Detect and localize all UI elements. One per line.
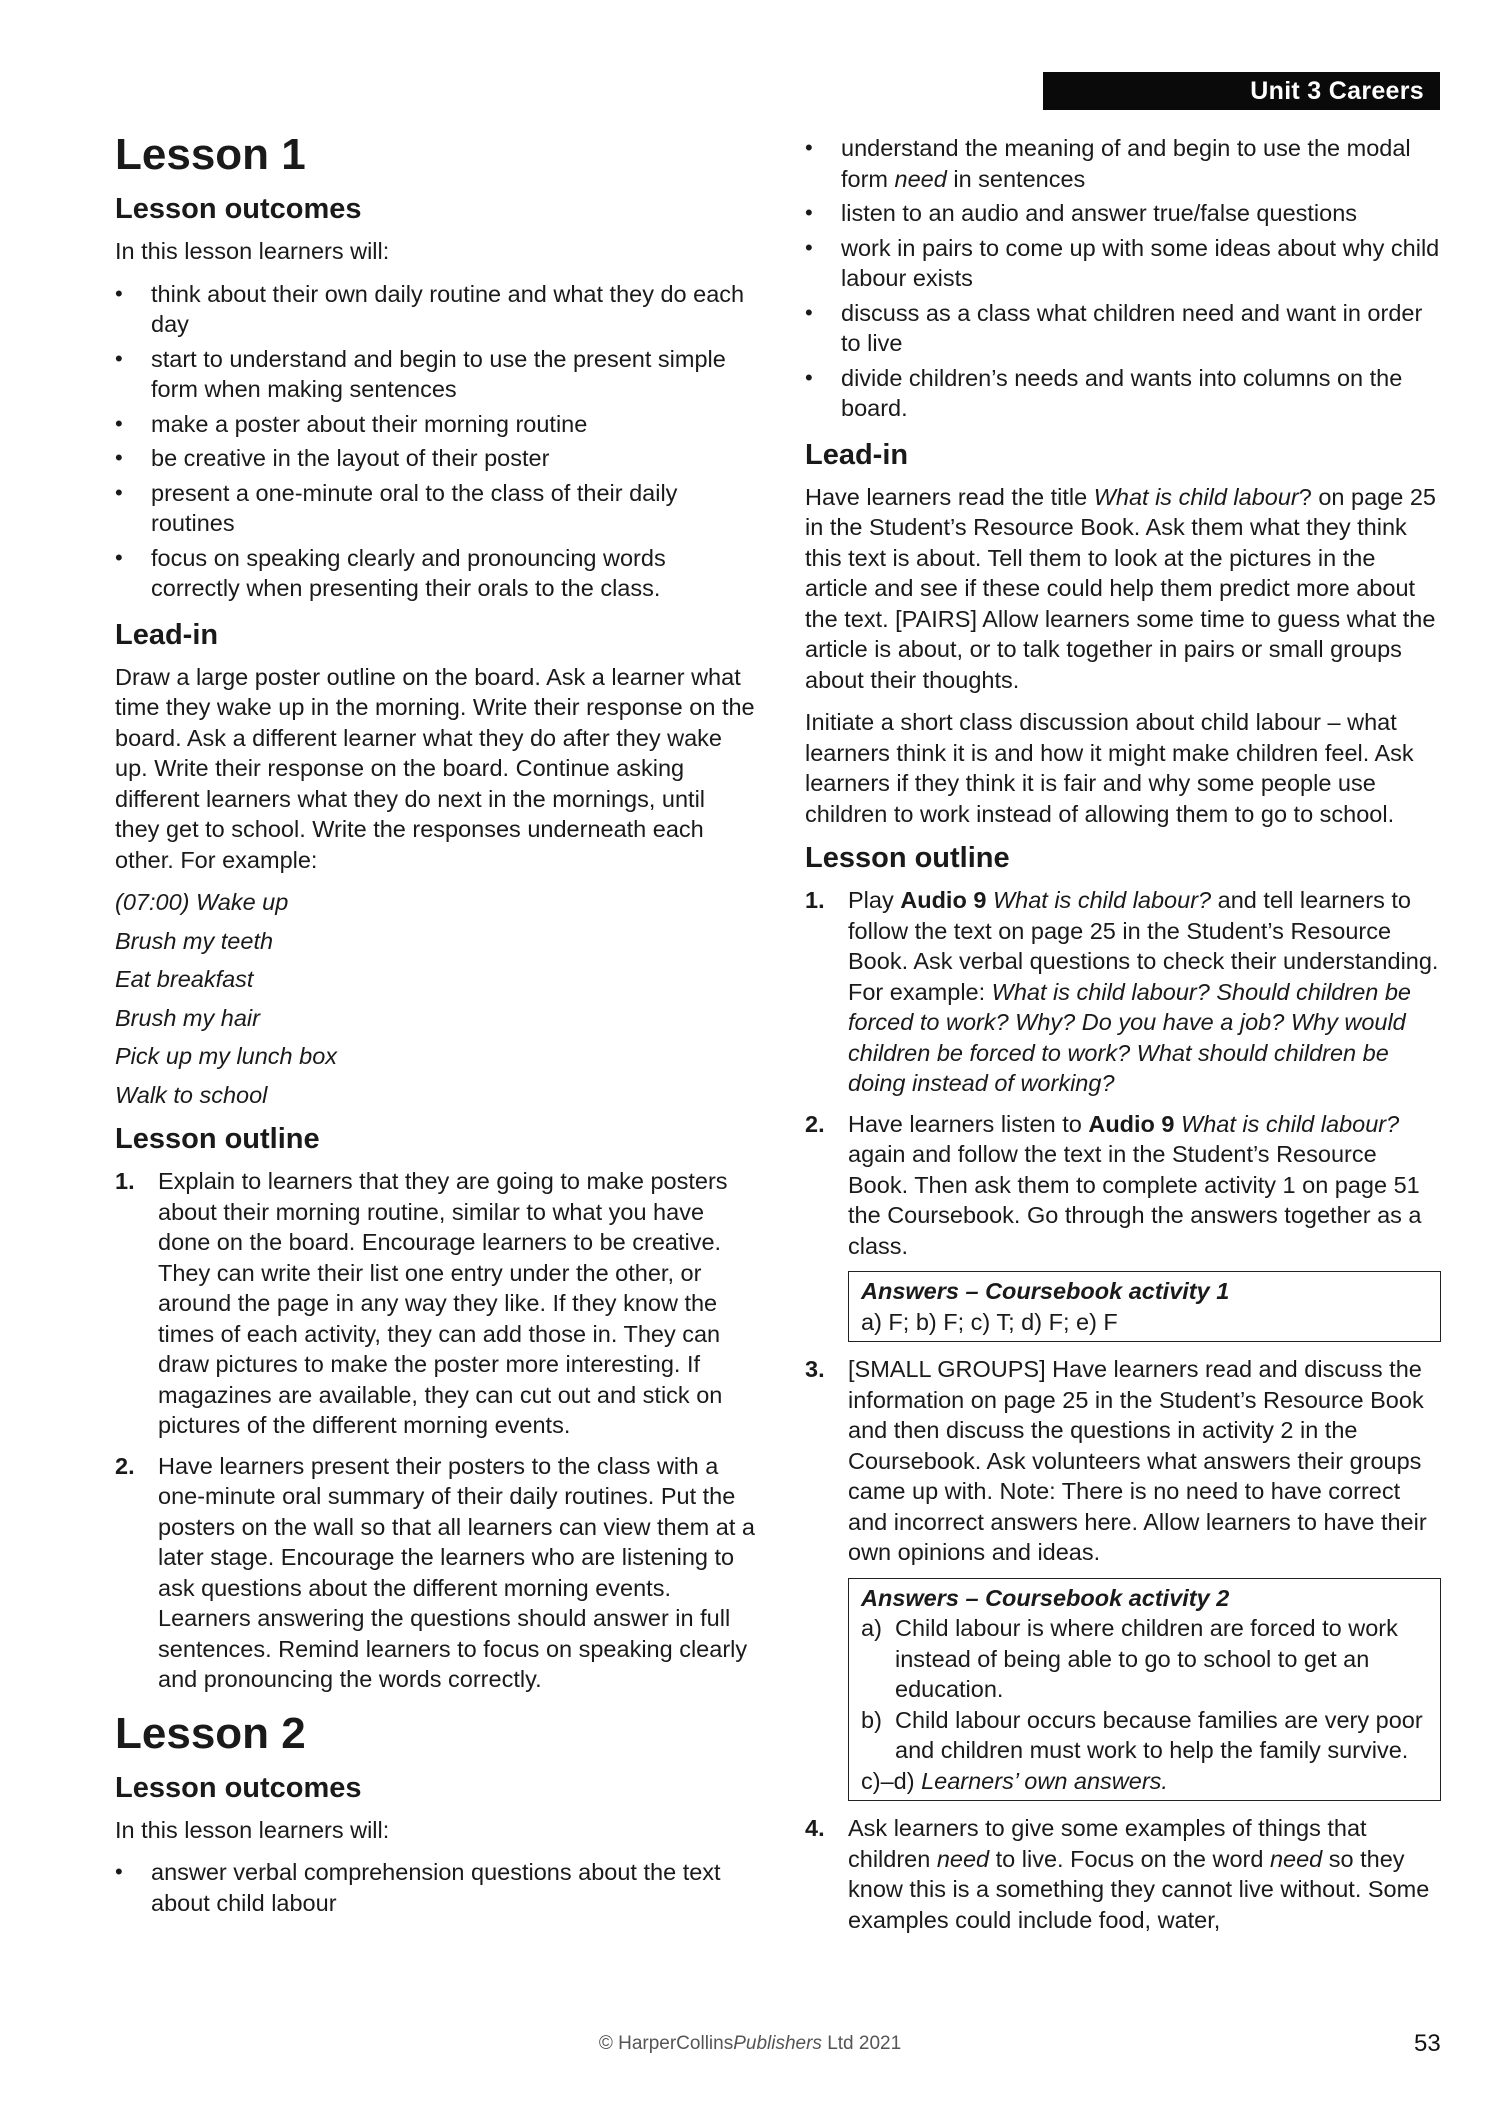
item-number: 2.: [115, 1452, 135, 1479]
example-line: Brush my teeth: [115, 927, 274, 954]
list-item: • make a poster about their morning routine: [115, 409, 755, 440]
answers-box-activity-2: [848, 1578, 1441, 1802]
bullet-icon: •: [115, 445, 123, 470]
example-line: (07:00) Wake up: [115, 889, 289, 915]
unit-label: Unit 3 Careers: [1250, 76, 1424, 105]
lesson2-outline-list: [805, 885, 1441, 1261]
lesson1-leadin-heading: Lead-in: [115, 618, 219, 651]
lesson1-title: Lesson 1: [115, 130, 306, 179]
item-number: 4.: [805, 1815, 825, 1841]
lesson2-outline-heading: Lesson outline: [805, 842, 1010, 874]
answers-heading: Answers – Coursebook activity 1: [861, 1278, 1230, 1304]
item-number: 3.: [805, 1356, 825, 1382]
bullet-icon: •: [115, 544, 123, 570]
bullet-icon: •: [805, 135, 813, 160]
lesson1-outcomes-intro: In this lesson learners will:: [115, 238, 390, 264]
lesson2-outcomes-list-cont: [805, 133, 1441, 424]
bullet-icon: •: [805, 200, 813, 225]
answer-item: a) Child labour is where children are forced to work instead of being able to go to school to get an education.: [861, 1615, 1398, 1702]
list-item: • answer verbal comprehension questions about the text about child labour: [115, 1859, 721, 1916]
list-item: • listen to an audio and answer true/false questions: [805, 198, 1441, 229]
example-line: Eat breakfast: [115, 966, 254, 992]
list-item: • present a one-minute oral to the class of their daily routines: [115, 479, 678, 536]
bullet-icon: •: [115, 280, 123, 306]
bullet-icon: •: [805, 364, 813, 390]
lesson2-outline-list-end: [805, 1813, 1441, 1935]
lesson2-outline-list-cont: [805, 1354, 1441, 1568]
lesson2-leadin-p1: Have learners read the title What is child labour? on page 25 in the Student’s Resource Book. Ask them what they think this text is about. Tell them to look at the pictures in the article and see if these could help them predict more about the text. [PAIRS] Allow learners some time to guess what the article is about, or to talk together in pairs or small groups about their thoughts.: [805, 483, 1436, 693]
answers-text: a) F; b) F; c) T; d) F; e) F: [861, 1308, 1118, 1335]
lesson2-outcomes-heading: Lesson outcomes: [115, 1771, 362, 1804]
example-line: Pick up my lunch box: [115, 1043, 338, 1069]
right-column: [805, 133, 1441, 1945]
list-item: • work in pairs to come up with some ideas about why child labour exists: [805, 234, 1440, 291]
item-number: 1.: [805, 887, 825, 913]
item-number: 1.: [115, 1168, 135, 1194]
lesson2-outcomes-intro: In this lesson learners will:: [115, 1816, 390, 1843]
list-item: • start to understand and begin to use the present simple form when making sentences: [115, 345, 726, 402]
list-item: • focus on speaking clearly and pronouncing words correctly when presenting their orals to the class.: [115, 544, 666, 601]
answer-item: b) Child labour occurs because families are very poor and children must work to help the family survive.: [861, 1706, 1423, 1763]
example-line: Walk to school: [115, 1081, 268, 1108]
lesson1-leadin-text: Draw a large poster outline on the board. Ask a learner what time they wake up in the morning. Write their response on the board. Ask a different learner what they do after they wake up. Write their response on the board. Continue asking different learners what they do next in the mornings, until they get to school. Write the responses underneath each other. For example:: [115, 663, 755, 873]
bullet-icon: •: [115, 410, 123, 436]
lesson2-outcomes-list-start: [115, 1857, 755, 1918]
outline-item: 4. Ask learners to give some examples of things that children need to live. Focus on the word need so they know this is a something they cannot live without. Some examples could include food, water,: [805, 1815, 1430, 1933]
outline-item: 2. Have learners present their posters to the class with a one-minute oral summary of their daily routines. Put the posters on the wall so that all learners can view them at a later stage. Encourage the learners who are listening to ask questions about the different morning events. Learners answering the questions should answer in full sentences. Remind learners to focus on speaking clearly and pronouncing the words correctly.: [115, 1452, 755, 1692]
lesson1-outline-list: [115, 1166, 755, 1695]
example-line: Brush my hair: [115, 1004, 260, 1031]
lesson1-outcomes-list: [115, 279, 755, 604]
page-number: 53: [1414, 2030, 1441, 2057]
item-number: 2.: [805, 1110, 825, 1137]
left-column: [115, 130, 755, 1932]
list-item: • discuss as a class what children need and want in order to live: [805, 299, 1423, 356]
bullet-icon: •: [805, 234, 813, 260]
outline-item: 1. Explain to learners that they are going to make posters about their morning routine, similar to what you have done on the board. Encourage learners to be creative. They can write their list one entry under the other, or around the page in any way they like. If they know the times of each activity, they can add those in. They can draw pictures to make the poster more interesting. If magazines are available, they can cut out and stick on pictures of the different morning events.: [115, 1168, 728, 1438]
outline-item: 1. Play Audio 9 What is child labour? and tell learners to follow the text on page 25 in the Student’s Resource Book. Ask verbal questions to check their understanding. For example: What is child labour? Should children be forced to work? Why? Do you have a job? Why would children be forced to work? What should children be doing instead of working?: [805, 887, 1439, 1096]
bullet-icon: •: [115, 345, 123, 371]
outline-item: 2. Have learners listen to Audio 9 What is child labour? again and follow the text in the Student’s Resource Book. Then ask them to complete activity 1 on page 51 the Coursebook. Go through the answers together as a class.: [805, 1110, 1422, 1259]
lesson1-outline-heading: Lesson outline: [115, 1123, 320, 1155]
outline-item: 3. [SMALL GROUPS] Have learners read and discuss the information on page 25 in the Student’s Resource Book and then discuss the questions in activity 2 in the Coursebook. Ask volunteers what answers their groups came up with. Note: There is no need to have correct and incorrect answers here. Allow learners to have their own opinions and ideas.: [805, 1356, 1427, 1565]
list-item: • understand the meaning of and begin to use the modal form need in sentences: [805, 135, 1411, 192]
bullet-icon: •: [115, 1859, 123, 1884]
list-item: • think about their own daily routine and what they do each day: [115, 280, 745, 337]
lesson2-title: Lesson 2: [115, 1708, 306, 1758]
answers-heading: Answers – Coursebook activity 2: [861, 1584, 1230, 1611]
list-item: • be creative in the layout of their poster: [115, 443, 755, 474]
answers-box-activity-1: [848, 1271, 1441, 1342]
lesson2-leadin-p2: Initiate a short class discussion about child labour – what learners think it is and how it might make children feel. Ask learners if they think it is fair and why some people use children to work instead of allowing them to go to school.: [805, 709, 1414, 827]
list-item: • divide children’s needs and wants into columns on the board.: [805, 364, 1403, 421]
bullet-icon: •: [115, 479, 123, 505]
lesson2-leadin-heading: Lead-in: [805, 438, 909, 471]
unit-header-bar: [1043, 72, 1440, 110]
answer-item: c)–d) Learners’ own answers.: [861, 1767, 1168, 1794]
lesson1-outcomes-heading: Lesson outcomes: [115, 193, 362, 225]
copyright-footer: © HarperCollinsPublishers Ltd 2021: [598, 2033, 902, 2054]
bullet-icon: •: [805, 299, 813, 325]
